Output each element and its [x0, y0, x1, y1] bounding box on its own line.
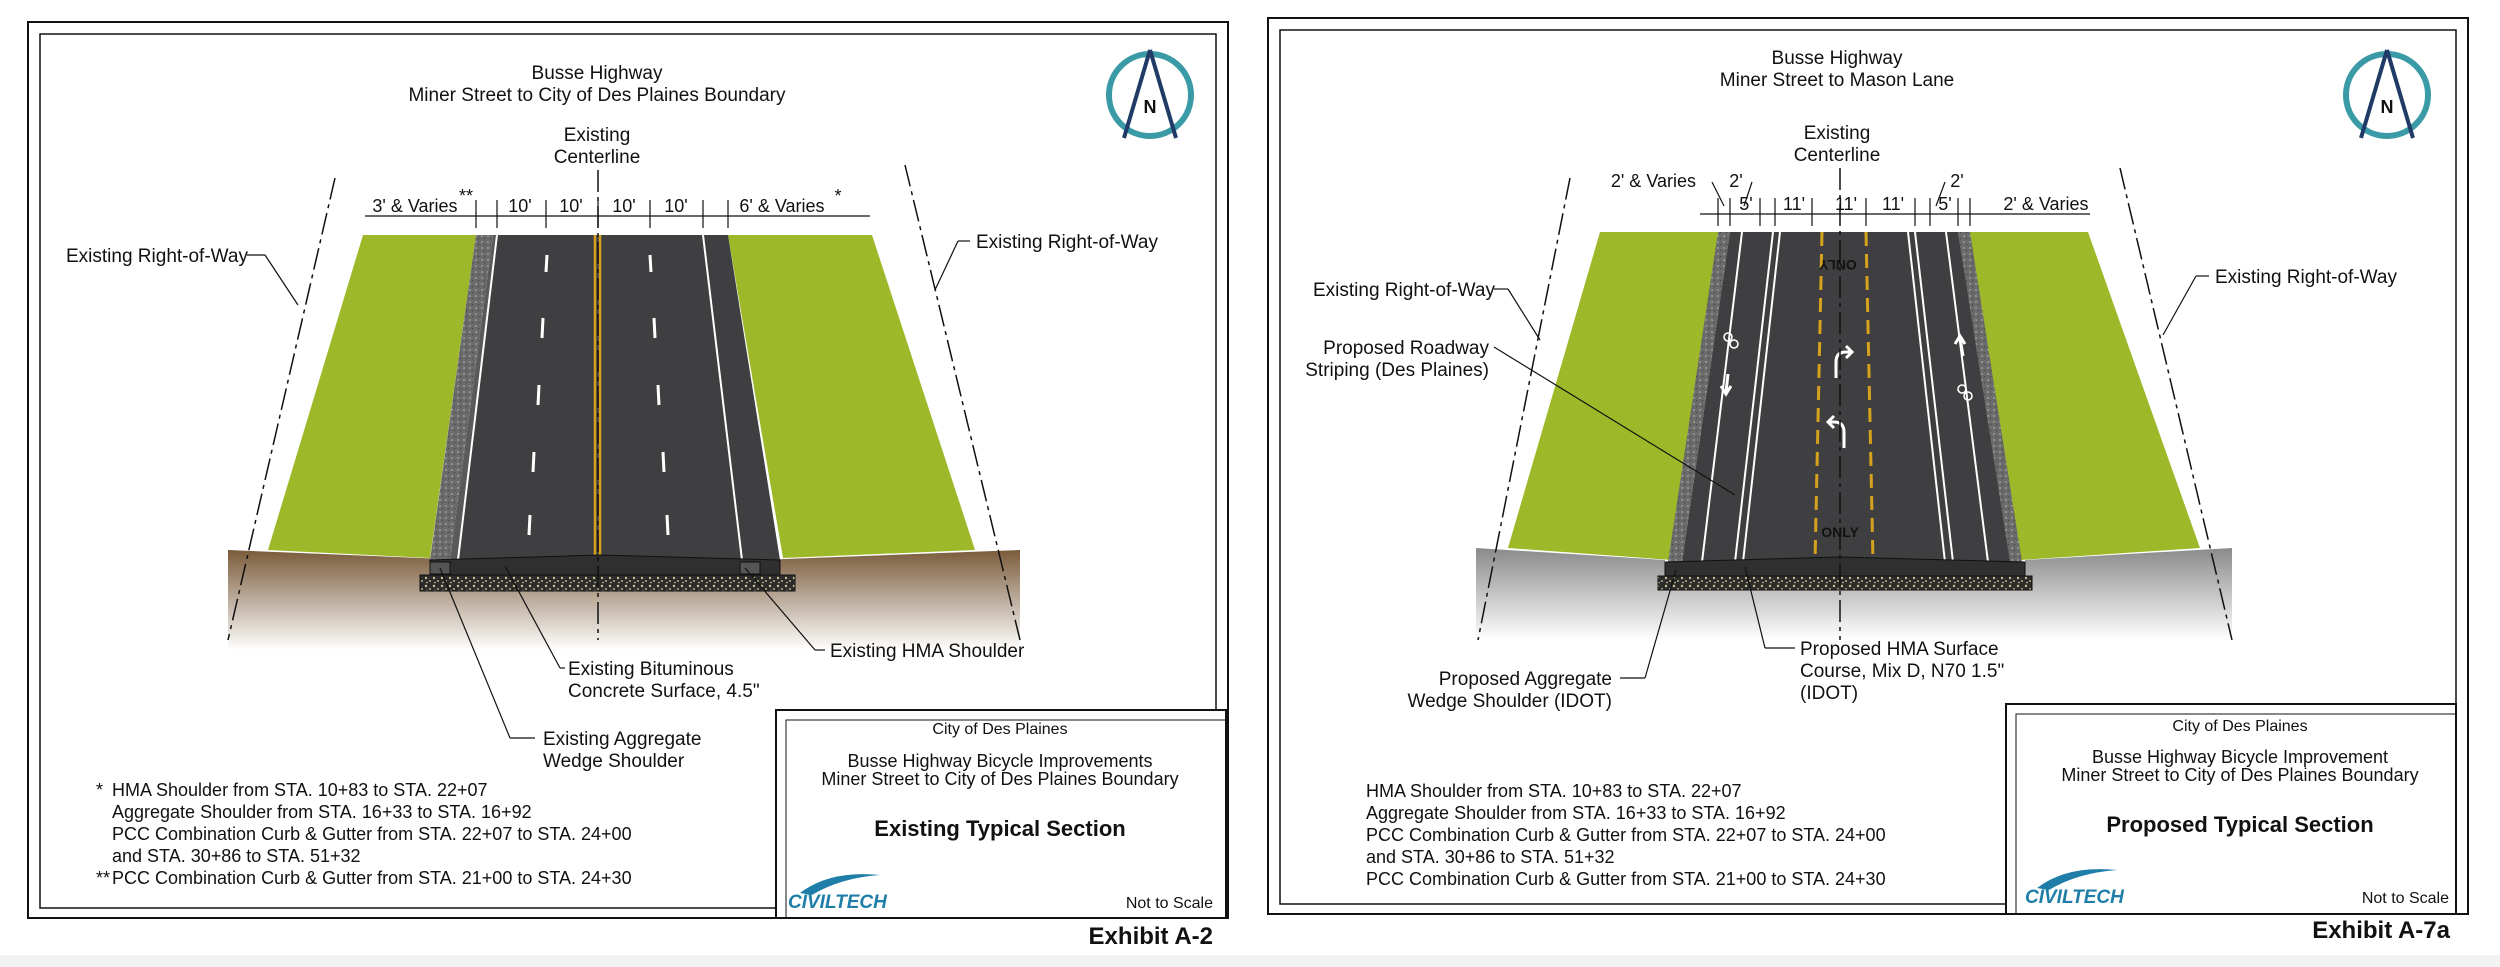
left-sheet: [28, 22, 1228, 950]
left-dim-lane4: 10': [664, 196, 688, 216]
right-tb-scale: Not to Scale: [2361, 890, 2449, 907]
left-note-3: PCC Combination Curb & Gutter from STA. 22+07 to STA. 24+00: [112, 824, 632, 844]
left-civiltech-logo: CIVILTECH: [788, 892, 887, 913]
left-centerline-label-1: Existing: [563, 125, 631, 146]
right-striping-callout-1: Proposed Roadway: [1323, 338, 1489, 359]
right-pavement: [1682, 232, 2010, 562]
left-title-block-frame: [776, 710, 1226, 918]
compass-arrow-icon: [1124, 50, 1176, 138]
left-note-4: and STA. 30+86 to STA. 51+32: [112, 846, 361, 866]
left-shoulder-callout: Existing HMA Shoulder: [830, 641, 1025, 662]
compass-ring-icon: [1109, 54, 1191, 136]
right-note-2: Aggregate Shoulder from STA. 16+33 to STA. 16+92: [1366, 803, 1786, 823]
left-surface-callout-1: Existing Bituminous: [568, 659, 734, 680]
right-note-1: HMA Shoulder from STA. 10+83 to STA. 22+07: [1366, 781, 1742, 801]
right-tb-sheet-title: Proposed Typical Section: [2106, 812, 2374, 837]
right-title-block-frame: [2006, 704, 2456, 914]
right-wedge-callout-2: Wedge Shoulder (IDOT): [1407, 691, 1612, 712]
left-surface-callout-2: Concrete Surface, 4.5": [568, 681, 760, 702]
left-tb-scale: Not to Scale: [1125, 895, 1213, 912]
right-wedge-callout-1: Proposed Aggregate: [1438, 669, 1612, 690]
right-dim-left-2: 2': [1729, 171, 1743, 191]
left-curb-right: [740, 562, 760, 574]
right-dim-right-2: 2': [1950, 171, 1964, 191]
right-centerline-label-1: Existing: [1803, 123, 1871, 144]
bottom-strip: [0, 955, 2500, 967]
left-title-block: [776, 710, 1226, 918]
left-note-5: PCC Combination Curb & Gutter from STA. 21+00 to STA. 24+30: [112, 868, 632, 888]
right-note-3: PCC Combination Curb & Gutter from STA. 22+07 to STA. 24+00: [1366, 825, 1886, 845]
left-dim-left-varies: 3' & Varies: [372, 196, 458, 216]
compass-ring-icon: [2346, 54, 2428, 136]
right-aggregate-base: [1658, 576, 2032, 590]
right-pavement-word-top: ONLY: [1819, 257, 1857, 273]
left-notes: [96, 780, 632, 888]
right-dim-right-varies: 2' & Varies: [2003, 194, 2089, 214]
left-header-subtitle: Miner Street to City of Des Plaines Boundary: [408, 85, 786, 106]
left-dim-right-varies: 6' & Varies: [739, 196, 825, 216]
left-wedge-callout-2: Wedge Shoulder: [543, 751, 685, 772]
left-note-1: HMA Shoulder from STA. 10+83 to STA. 22+07: [112, 780, 488, 800]
left-aggregate-base: [420, 575, 795, 591]
left-note-mark-1: *: [95, 780, 103, 800]
left-row-label-right: Existing Right-of-Way: [976, 232, 1158, 253]
left-dim-lane1: 10': [508, 196, 532, 216]
right-dim-lane-l: 11': [1782, 194, 1806, 214]
right-dim-left-varies: 2' & Varies: [1610, 171, 1696, 191]
right-civiltech-logo: CIVILTECH: [2025, 887, 2124, 908]
right-north-arrow: [2346, 50, 2428, 138]
right-compass-n: N: [2380, 97, 2394, 117]
right-note-5: PCC Combination Curb & Gutter from STA. 21+00 to STA. 24+30: [1366, 869, 1886, 889]
left-note-2: Aggregate Shoulder from STA. 16+33 to STA. 16+92: [112, 802, 532, 822]
left-note-mark-5: **: [95, 868, 110, 888]
right-row-leader-left-2: [1508, 289, 1540, 340]
left-dim-right-star: *: [834, 186, 842, 206]
right-tb-agency: City of Des Plaines: [2172, 718, 2308, 735]
left-row-leader-right-2: [935, 241, 958, 290]
right-sheet: [1268, 18, 2468, 944]
left-tb-project-2: Miner Street to City of Des Plaines Boundary: [821, 769, 1179, 789]
right-header-subtitle: Miner Street to Mason Lane: [1719, 70, 1955, 91]
left-centerline-label-2: Centerline: [553, 147, 641, 168]
right-surface-callout-2: Course, Mix D, N70 1.5": [1800, 661, 2005, 682]
left-dim-lane2: 10': [559, 196, 583, 216]
left-row-label-left: Existing Right-of-Way: [66, 246, 248, 267]
left-compass-n: N: [1143, 97, 1157, 117]
left-wedge-callout-1: Existing Aggregate: [543, 729, 702, 750]
left-tb-sheet-title: Existing Typical Section: [874, 816, 1126, 841]
right-pavement-word-bottom: ONLY: [1821, 524, 1859, 540]
right-dim-bike-r: 5': [1938, 194, 1952, 214]
right-striping-callout-2: Striping (Des Plaines): [1305, 360, 1489, 381]
left-pavement: [458, 235, 780, 560]
right-tb-project-1: Busse Highway Bicycle Improvement: [2091, 747, 2389, 767]
left-header-title: Busse Highway: [531, 63, 663, 84]
right-surface-callout-3: (IDOT): [1800, 683, 1859, 704]
left-tb-project-1: Busse Highway Bicycle Improvements: [847, 751, 1153, 771]
right-surface-callout-1: Proposed HMA Surface: [1800, 639, 1999, 660]
left-north-arrow: [1109, 50, 1191, 138]
right-dim-bike-l: 5': [1739, 194, 1753, 214]
right-exhibit-label: Exhibit A-7a: [2312, 917, 2450, 944]
right-dim-lane-r: 11': [1881, 194, 1905, 214]
compass-arrow-icon: [2361, 50, 2413, 138]
right-row-leader-right-2: [2163, 276, 2196, 335]
right-tb-project-2: Miner Street to City of Des Plaines Boundary: [2061, 765, 2419, 785]
right-title-block: [2006, 704, 2456, 914]
right-dim-lane-c: 11': [1834, 194, 1858, 214]
left-tb-agency: City of Des Plaines: [932, 721, 1068, 738]
right-notes: [1366, 781, 1886, 889]
left-dim-lane3: 10': [612, 196, 636, 216]
left-dim-left-star: **: [458, 186, 474, 206]
right-row-label-left: Existing Right-of-Way: [1313, 280, 1495, 301]
right-row-label-right: Existing Right-of-Way: [2215, 267, 2397, 288]
right-header-title: Busse Highway: [1771, 48, 1903, 69]
right-note-4: and STA. 30+86 to STA. 51+32: [1366, 847, 1615, 867]
left-exhibit-label: Exhibit A-2: [1088, 923, 1213, 950]
right-centerline-label-2: Centerline: [1793, 145, 1881, 166]
